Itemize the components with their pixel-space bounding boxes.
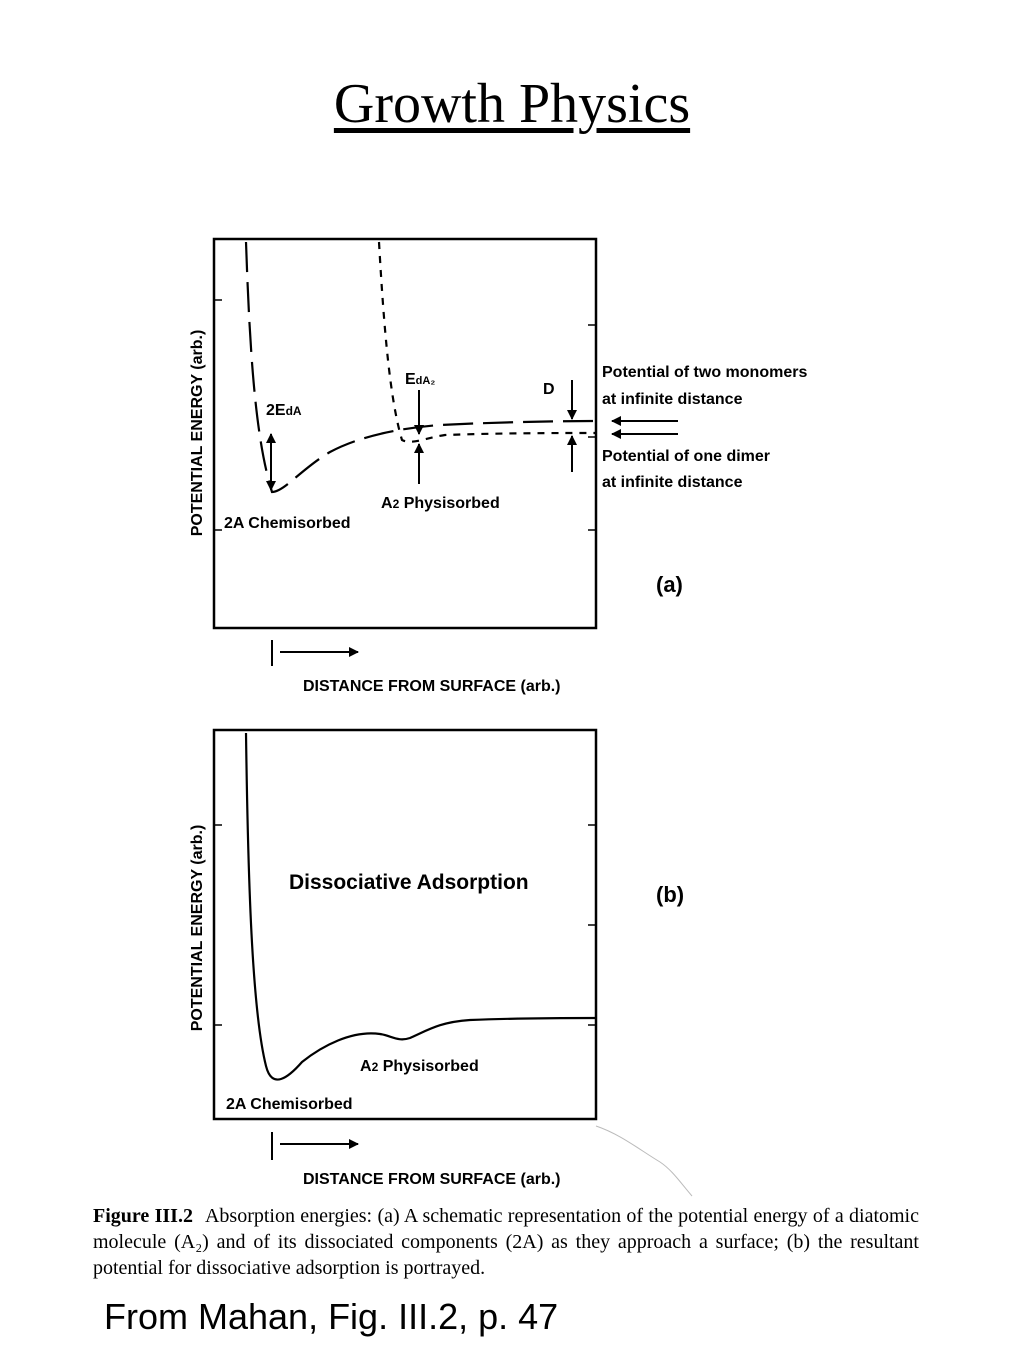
dissociative-potential-curve [246,733,596,1080]
svg-text:EdA₂ [405,371,435,388]
label-2eda: 2E [266,402,286,419]
label-physisorbed-a-suffix: Physisorbed [399,495,500,512]
panel-a [189,239,807,695]
slide-title: Growth Physics [333,73,691,135]
label-physisorbed-a-sub: 2 [392,497,400,511]
panel-b [189,730,692,1196]
svg-text:2EdA [266,402,302,419]
svg-text:A2 Physisorbed [381,495,500,512]
figure-caption [93,1203,919,1281]
caption-text: Absorption energies: (a) A schematic representation of the potential energy of a diatomic molecule (A₂) and of its dissociated components (2A) as they approach a surface; (b) the resultant potential for dissociative adsorption is portrayed. [93,1205,919,1279]
note-monomers-line2: at infinite distance [602,391,743,408]
panel-a-xlabel: DISTANCE FROM SURFACE (arb.) [303,678,561,695]
label-2eda-sub: dA [285,404,302,418]
panel-b-ticks [214,825,596,1025]
panel-b-ylabel: POTENTIAL ENERGY (arb.) [189,824,206,1032]
label-chemisorbed-a: 2A Chemisorbed [224,515,351,532]
note-dimer-line1: Potential of one dimer [602,448,771,465]
label-eda2: E [405,371,416,388]
source-citation: From Mahan, Fig. III.2, p. 47 [104,1296,559,1337]
label-physisorbed-b: A [360,1058,372,1075]
panel-a-tag: (a) [656,572,683,597]
panel-b-tag: (b) [656,882,685,907]
label-physisorbed-b-suffix: Physisorbed [378,1058,479,1075]
label-chemisorbed-b: 2A Chemisorbed [226,1096,353,1113]
note-monomers-line1: Potential of two monomers [602,364,808,381]
scan-artifact [596,1126,692,1196]
monomer-potential-curve [246,242,596,492]
svg-text:A2 Physisorbed [360,1058,479,1075]
panel-a-ylabel: POTENTIAL ENERGY (arb.) [189,329,206,537]
panel-b-xlabel: DISTANCE FROM SURFACE (arb.) [303,1171,561,1188]
caption-figure-number: Figure III.2 [93,1205,193,1227]
label-physisorbed-a: A [381,495,393,512]
dimer-potential-curve [379,242,596,442]
panel-b-inner-title: Dissociative Adsorption [289,871,529,894]
label-eda2-sub: dA₂ [415,375,436,387]
label-physisorbed-b-sub: 2 [371,1060,379,1074]
label-d: D [543,381,555,398]
note-dimer-line2: at infinite distance [602,474,743,491]
